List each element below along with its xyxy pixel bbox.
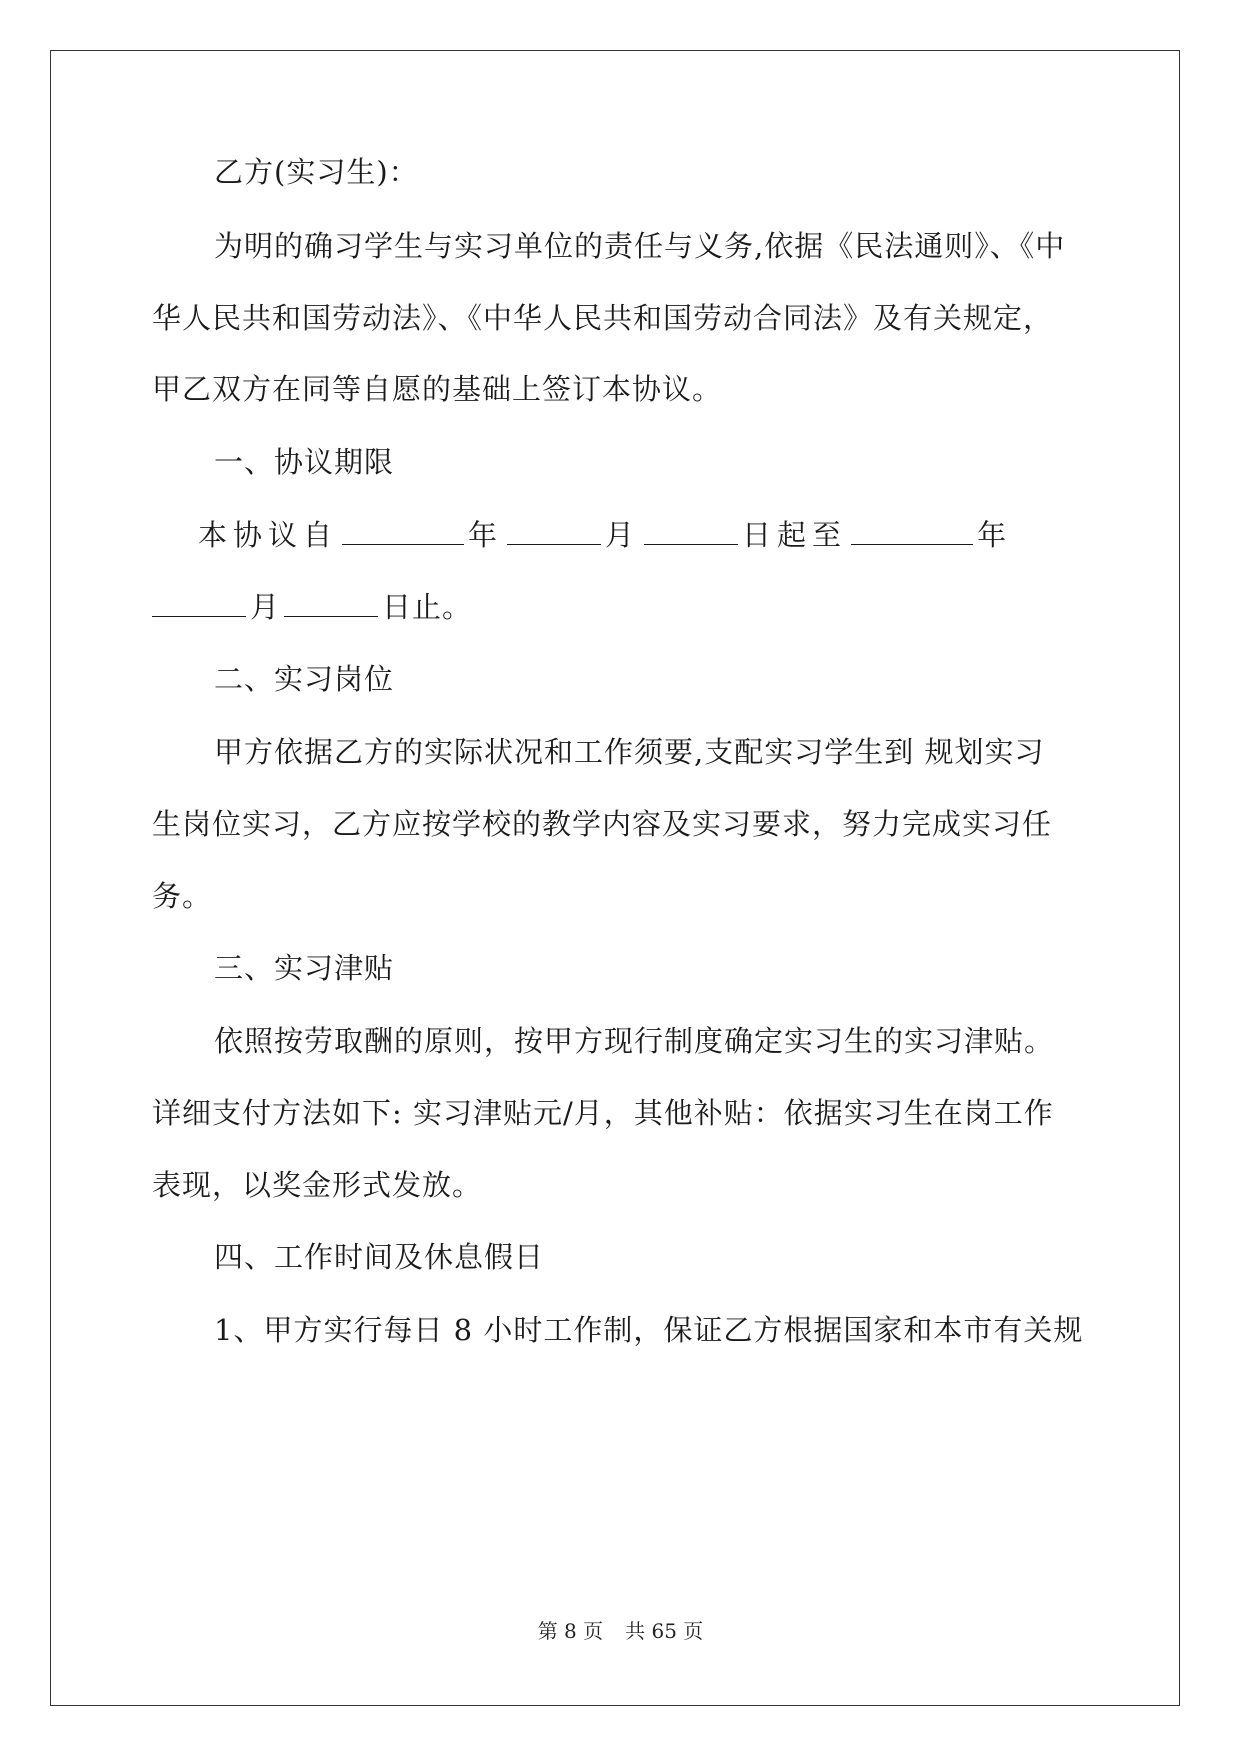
section4-heading: 四、工作时间及休息假日 [214,1240,545,1274]
intro-line-2: 华人民共和国劳动法》、《中华人民共和国劳动合同法》及有关规定， [152,301,1054,335]
term-year-1: 年 [468,518,504,552]
term-day-start: 日起至 [742,518,848,552]
section3-line-2: 详细支付方法如下: 实习津贴元/月，其他补贴：依据实习生在岗工作 [152,1096,1054,1130]
party-b-label: 乙方(实习生)： [214,155,419,189]
end-month-blank[interactable] [152,590,246,617]
term-line-2 [152,587,1082,627]
start-month-blank[interactable] [507,518,601,545]
section3-line-1: 依照按劳取酬的原则，按甲方现行制度确定实习生的实习津贴。 [214,1024,1055,1058]
page-number-total: 共 65 页 [625,1619,704,1643]
start-year-blank[interactable] [342,518,464,545]
section2-line-1: 甲方依据乙方的实际状况和工作须要,支配实习学生到 规划实习 [214,735,1045,769]
end-year-blank[interactable] [851,518,973,545]
term-month-2: 月 [250,590,281,624]
page-number-current: 第 8 页 [537,1619,604,1643]
term-year-2: 年 [977,518,1013,552]
section4-line-1: 1、甲方实行每日 8 小时工作制，保证乙方根据国家和本市有关规 [214,1313,1084,1347]
end-day-blank[interactable] [284,590,378,617]
intro-line-1: 为明的确习学生与实习单位的责任与义务,依据《民法通则》、《中 [214,229,1066,263]
section1-heading: 一、协议期限 [214,445,395,479]
page-footer [0,1615,1241,1644]
section3-heading: 三、实习津贴 [214,951,395,985]
intro-line-3: 甲乙双方在同等自愿的基础上签订本协议。 [152,372,723,406]
section3-line-3: 表现，以奖金形式发放。 [152,1168,483,1202]
term-line-1 [152,515,1082,555]
term-day-end: 日止。 [382,590,473,624]
term-month-1: 月 [605,518,641,552]
section2-line-3: 务。 [152,879,213,913]
section2-line-2: 生岗位实习，乙方应按学校的教学内容及实习要求，努力完成实习任 [152,807,1053,841]
section2-heading: 二、实习岗位 [214,662,395,696]
start-day-blank[interactable] [644,518,738,545]
term-prefix: 本协议自 [198,518,339,552]
